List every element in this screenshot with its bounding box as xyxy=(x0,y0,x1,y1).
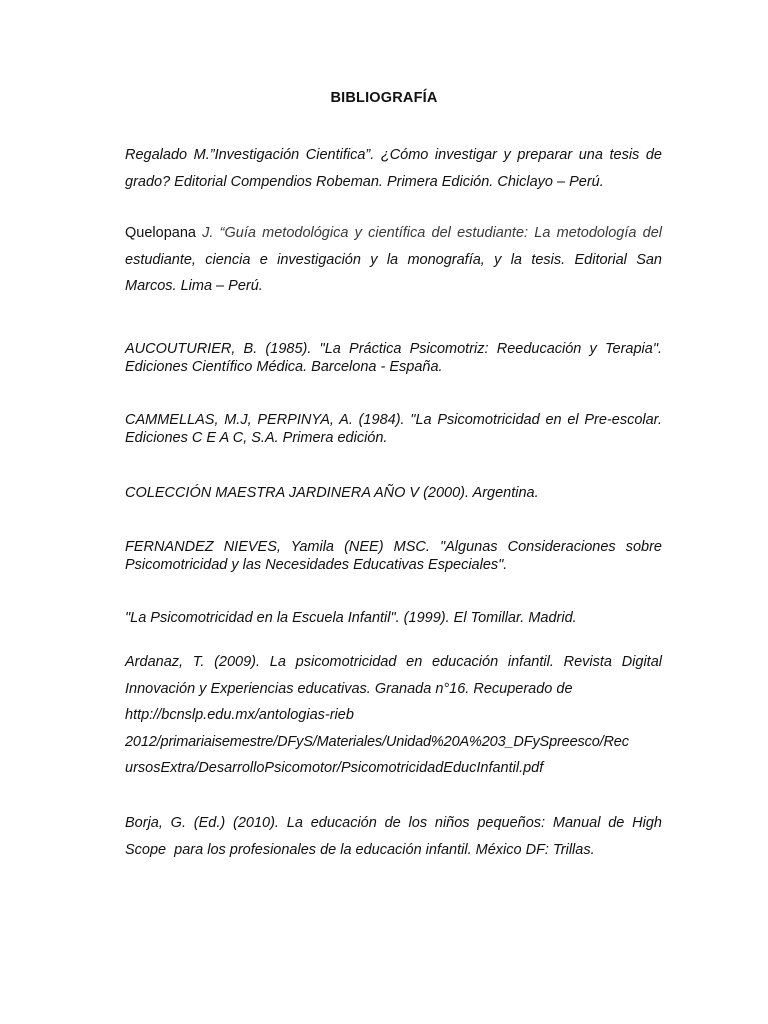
entry-line xyxy=(125,220,662,247)
entry-line: "La Psicomotricidad en la Escuela Infantil". (1999). El Tomillar. Madrid. xyxy=(125,610,577,626)
page-title: BIBLIOGRAFÍA xyxy=(330,90,438,106)
entry-line: FERNANDEZ NIEVES, Yamila (NEE) MSC. "Algunas Consideraciones sobre xyxy=(125,539,662,555)
bibliography-entry-cammellas xyxy=(125,411,662,447)
bibliography-entry-borja xyxy=(125,810,662,863)
entry-url-line: ursosExtra/DesarrolloPsicomotor/PsicomotricidadEducInfantil.pdf xyxy=(125,760,544,776)
entry-line: Innovación y Experiencias educativas. Granada n°16. Recuperado de xyxy=(125,680,573,697)
entry-line: grado? Editorial Compendios Robeman. Primera Edición. Chiclayo – Perú. xyxy=(125,173,604,190)
bibliography-entry-coleccion xyxy=(125,484,662,502)
entry-line: COLECCIÓN MAESTRA JARDINERA AÑO V (2000). Argentina. xyxy=(125,485,539,501)
bibliography-entry-fernandez xyxy=(125,538,662,574)
bibliography-entry-ardanaz xyxy=(125,649,662,782)
bibliography-entry-escuela-infantil xyxy=(125,609,662,627)
entry-line: Ardanaz, T. (2009). La psicomotricidad en educación infantil. Revista Digital xyxy=(125,654,662,670)
entry-line: Psicomotricidad y las Necesidades Educativas Especiales". xyxy=(125,557,508,573)
entry-line: AUCOUTURIER, B. (1985). "La Práctica Psicomotriz: Reeducación y Terapia". xyxy=(125,341,662,357)
entry-line: Scope para los profesionales de la educación infantil. México DF: Trillas. xyxy=(125,841,595,858)
entry-line: Regalado M.”Investigación Cientifica”. ¿Cómo investigar y preparar una tesis de xyxy=(125,147,662,163)
entry-url-line: http://bcnslp.edu.mx/antologias-rieb xyxy=(125,707,354,723)
entry-line: Ediciones Científico Médica. Barcelona - España. xyxy=(125,359,443,375)
bibliography-entry-regalado xyxy=(125,142,662,195)
bibliography-entry-quelopana xyxy=(125,220,662,300)
entry-text: J. “Guía metodológica y científica del estudiante: La metodología del xyxy=(195,225,662,241)
entry-line: Marcos. Lima – Perú. xyxy=(125,278,263,294)
entry-line: Borja, G. (Ed.) (2010). La educación de los niños pequeños: Manual de High xyxy=(125,815,662,831)
entry-author: Quelopana xyxy=(125,225,196,241)
entry-line: CAMMELLAS, M.J, PERPINYA, A. (1984). "La Psicomotricidad en el Pre-escolar. xyxy=(125,412,662,428)
bibliography-entry-aucouturier xyxy=(125,340,662,376)
entry-line: estudiante, ciencia e investigación y la monografía, y la tesis. Editorial San xyxy=(125,251,662,268)
entry-line: Ediciones C E A C, S.A. Primera edición. xyxy=(125,430,388,446)
entry-url-line: 2012/primariaisemestre/DFyS/Materiales/Unidad%20A%203_DFySpreesco/Rec xyxy=(125,733,629,750)
